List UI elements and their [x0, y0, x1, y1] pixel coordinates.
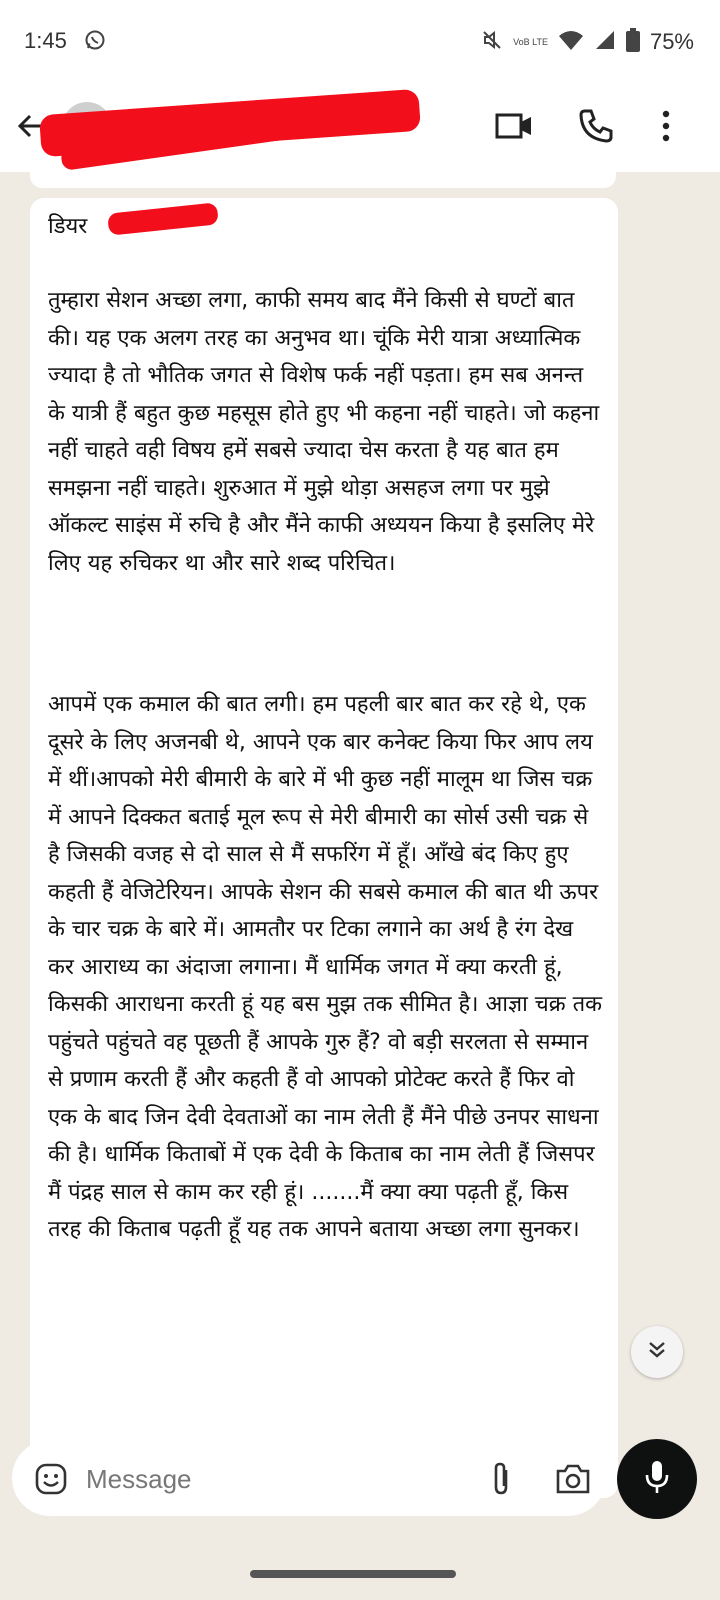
battery-icon: [626, 28, 640, 56]
signal-icon: [594, 29, 616, 55]
message-input[interactable]: [84, 1456, 468, 1502]
mic-button[interactable]: [617, 1439, 697, 1519]
wifi-icon: [558, 29, 584, 55]
mute-icon: [481, 29, 503, 55]
message-bubble[interactable]: [30, 198, 618, 1498]
redaction-mark: [107, 202, 219, 235]
gesture-handle[interactable]: [250, 1570, 456, 1578]
voice-call-icon[interactable]: [576, 106, 616, 150]
camera-icon[interactable]: [554, 1462, 592, 1500]
chat-header: [0, 84, 720, 172]
more-options-icon[interactable]: [656, 106, 676, 150]
chevron-double-down-icon: [645, 1338, 669, 1366]
status-indicators: [481, 28, 694, 56]
status-bar: [0, 0, 720, 84]
message-greeting: डियर: [48, 214, 88, 239]
chat-area[interactable]: [0, 172, 720, 1460]
message-composer: [12, 1440, 606, 1516]
mic-icon: [642, 1458, 672, 1500]
system-navigation-bar: [0, 1528, 720, 1600]
video-call-icon[interactable]: [494, 106, 534, 150]
scroll-to-bottom-button[interactable]: [631, 1326, 683, 1378]
volte-icon: VoB LTE: [513, 36, 548, 47]
attach-icon[interactable]: [486, 1460, 516, 1502]
message-paragraph-2: आपमें एक कमाल की बात लगी। हम पहली बार बात कर रहे थे, एक दूसरे के लिए अजनबी थे, आपने एक बार कनेक्ट किया फिर आप लय में थीं।आपको मेरी बीमारी के बारे में भी कुछ नहीं मालूम था जिस चक्र में आपने दिक्कत बताई मूल रूप से मेरी बीमारी का सोर्स उसी चक्र से है जिसकी वजह से दो साल से मैं सफरिंग में हूँ। आँखे बंद किए हुए कहती हैं वेजिटेरियन। आपके सेशन की सबसे कमाल की बात थी ऊपर के चार चक्र के बारे में। आमतौर पर टिका लगाने का अर्थ है रंग देख कर आराध्य का अंदाजा लगाना। मैं धार्मिक जगत में क्या करती हूं, किसकी आराधना करती हूं यह बस मुझ तक सीमित है। आज्ञा चक्र तक पहुंचते पहुंचते वह पूछती हैं आपके गुरु हैं? वो बड़ी सरलता से सम्मान से प्रणाम करती हैं और कहती हैं वो आपको प्रोटेक्ट करते हैं फिर वो एक के बाद जिन देवी देवताओं का नाम लेती हैं मैंने पीछे उनपर साधना की है। धार्मिक किताबों में एक देवी के किताब का नाम लेती हैं जिसपर मैं पंद्रह साल से काम कर रही हूं। .......मैं क्या क्या पढ़ती हूँ, किस तरह की किताब पढ़ती हूँ यह तक आपने बताया अच्छा लगा सुनकर।: [48, 692, 603, 1242]
message-paragraph-1: तुम्हारा सेशन अच्छा लगा, काफी समय बाद मैंने किसी से घण्टों बात की। यह एक अलग तरह का अनुभव था। चूंकि मेरी यात्रा अध्यात्मिक ज्यादा है तो भौतिक जगत से विशेष फर्क नहीं पड़ता। हम सब अनन्त के यात्री हैं बहुत कुछ महसूस होते हुए भी कहना नहीं चाहते। जो कहना नहीं चाहते वही विषय हमें सबसे ज्यादा चेस करता है यह बात हम समझना नहीं चाहते। शुरुआत में मुझे थोड़ा असहज लगा पर मुझे ऑकल्ट साइंस में रुचि है और मैंने काफी अध्ययन किया है इसलिए मेरे लिए यह रुचिकर था और सारे शब्द परिचित।: [48, 288, 600, 576]
whatsapp-status-icon: [84, 29, 106, 55]
status-time: 1:45: [24, 28, 67, 53]
battery-percent: 75%: [649, 29, 694, 54]
emoji-icon[interactable]: [34, 1462, 68, 1500]
